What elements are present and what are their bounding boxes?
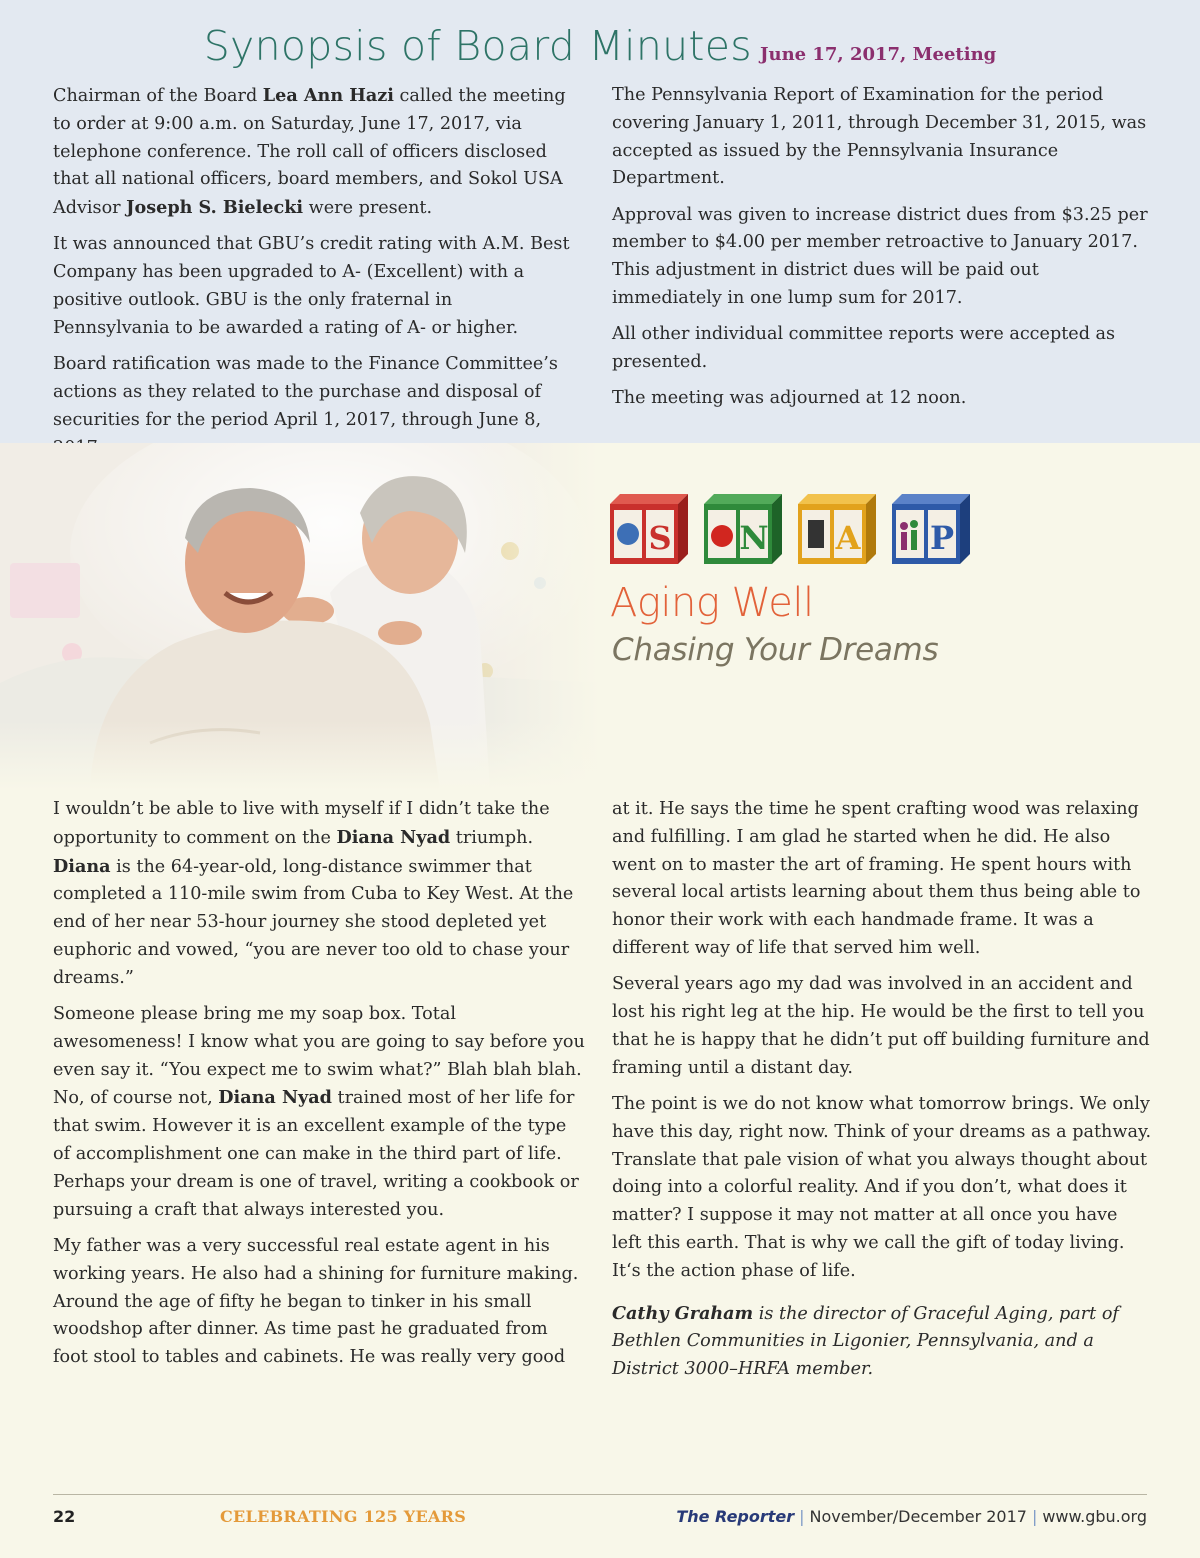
website-link[interactable]: www.gbu.org: [1042, 1507, 1147, 1526]
article-paragraph: The point is we do not know what tomorrow brings. We only have this day, right now. Think of your dreams as a pathway. Translate that pale vision of what you always thought about doing into a colorful reality. And if you don’t, what does it matter? I suppose it may not matter at all once you have left this earth. That is why we call the gift of today living. It‘s the action phase of life.: [612, 1093, 1152, 1281]
snap-blocks-logo: [606, 490, 970, 570]
swimmer-name: Diana Nyad: [336, 826, 451, 848]
advisor-name: Joseph S. Bielecki: [126, 197, 304, 219]
couple-illustration: [0, 443, 600, 790]
text-run: Chairman of the Board: [53, 86, 263, 106]
synopsis-header: [0, 22, 1200, 70]
synopsis-right-column: [612, 82, 1152, 422]
article-paragraph: [53, 1001, 588, 1224]
block-letter: N: [739, 519, 769, 557]
block-letter: P: [929, 519, 955, 557]
article-left-column: [53, 796, 588, 1380]
block-p: [892, 494, 970, 564]
feature-title: Aging Well: [610, 580, 814, 626]
synopsis-paragraph: All other individual committee reports were accepted as presented.: [612, 324, 1116, 373]
text-run: trained most of her life for that swim. However it is an excellent example of the type of accomplishment one can make in the third part of life. Perhaps your dream is one of travel, writing a cookbook or pursuing a craft that always interested you.: [53, 1088, 579, 1220]
block-letter: A: [835, 519, 861, 557]
block-s: [610, 494, 688, 564]
synopsis-date: June 17, 2017, Meeting: [759, 44, 997, 65]
text-run: is the 64-year-old, long-distance swimmer that completed a 110-mile swim from Cuba to Key West. At the end of her near 53-hour journey she stood depleted yet euphoric and vowed, “you are never too old to chase your dreams.”: [53, 856, 574, 988]
article-right-column: [612, 796, 1152, 1392]
author-name: Cathy Graham: [612, 1302, 754, 1324]
synopsis-paragraph: The Pennsylvania Report of Examination for the period covering January 1, 2011, through December 31, 2015, was accepted as issued by the Pennsylvania Insurance Department.: [612, 85, 1147, 189]
couple-photo: [0, 443, 600, 790]
synopsis-paragraph: Board ratification was made to the Finance Committee’s actions as they related to the purchase and disposal of securities for the period April 1, 2017, through June 8,: [53, 354, 558, 430]
swimmer-name: Diana: [53, 855, 111, 877]
synopsis-paragraph: [53, 82, 573, 223]
article-paragraph: Several years ago my dad was involved in an accident and lost his right leg at the hip. He would be the first to tell you that he is happy that he didn’t put off building furniture and framing until a distant day.: [612, 974, 1150, 1078]
block-a: [798, 494, 876, 564]
block-n: [704, 494, 782, 564]
anniversary-tagline: CELEBRATING 125 YEARS: [220, 1507, 467, 1526]
text-run: were present.: [303, 198, 433, 219]
issue-date: November/December 2017: [809, 1507, 1027, 1526]
page-number: 22: [53, 1507, 76, 1526]
board-minutes-section: [0, 0, 1200, 443]
swimmer-name: Diana Nyad: [218, 1087, 332, 1109]
text-run: triumph.: [450, 827, 534, 848]
text-run: called the meeting to order at 9:00 a.m. on Saturday, June 17, 2017, via telephone conference. The roll call of officers disclosed that all national officers, board members, and Sokol USA Advisor: [53, 86, 566, 219]
publication-info: [676, 1507, 1147, 1526]
article-paragraph: [53, 796, 588, 993]
synopsis-paragraph: The meeting was adjourned at 12 noon.: [612, 388, 967, 409]
separator: |: [1031, 1507, 1038, 1526]
article-paragraph: at it. He says the time he spent crafting wood was relaxing and fulfilling. I am glad he started when he did. He also went on to master the art of framing. He spent hours with several local artists learning about them thus being able to honor their work with each handmade frame. It was a different way of life that served him well.: [612, 799, 1141, 958]
snap-blocks-graphic: [606, 490, 970, 570]
synopsis-paragraph: It was announced that GBU’s credit rating with A.M. Best Company has been upgraded to A- (Excellent) with a positive outlook. GBU is the only fraternal in Pennsylvania to be awarded a rating of A- or higher.: [53, 234, 570, 338]
magazine-name: The Reporter: [676, 1507, 795, 1526]
block-letter: S: [648, 519, 672, 557]
author-byline: [612, 1300, 1152, 1384]
synopsis-left-column: [53, 82, 573, 471]
footer-divider: [53, 1494, 1147, 1495]
article-paragraph: My father was a very successful real estate agent in his working years. He also had a shining for furniture making. Around the age of fifty he began to tinker in his small woodshop after dinner. As time past he graduated from foot stool to tables and cabinets. He was really very good: [53, 1235, 579, 1368]
synopsis-title: Synopsis of Board Minutes: [203, 22, 752, 70]
feature-subtitle: Chasing Your Dreams: [612, 632, 939, 668]
text-run: Someone please bring me my soap box. Total awesomeness! I know what you are going to say before you even say it. “You expect me to swim what?” Blah blah blah. No, of course not,: [53, 1004, 585, 1109]
text-run: is the director of Graceful Aging, part of Bethlen Communities in Ligonier, Pennsylvania, and a District 3000–HRFA member.: [612, 1303, 1119, 1380]
text-run: I wouldn’t be able to live with myself if I didn’t take the opportunity to comment on the: [53, 799, 550, 848]
separator: |: [799, 1507, 805, 1526]
chairman-name: Lea Ann Hazi: [262, 85, 394, 106]
synopsis-paragraph: Approval was given to increase district dues from $3.25 per member to $4.00 per member retroactive to January 2017. This adjustment in district dues will be paid out immediately in one lump sum for 2017.: [612, 204, 1148, 309]
